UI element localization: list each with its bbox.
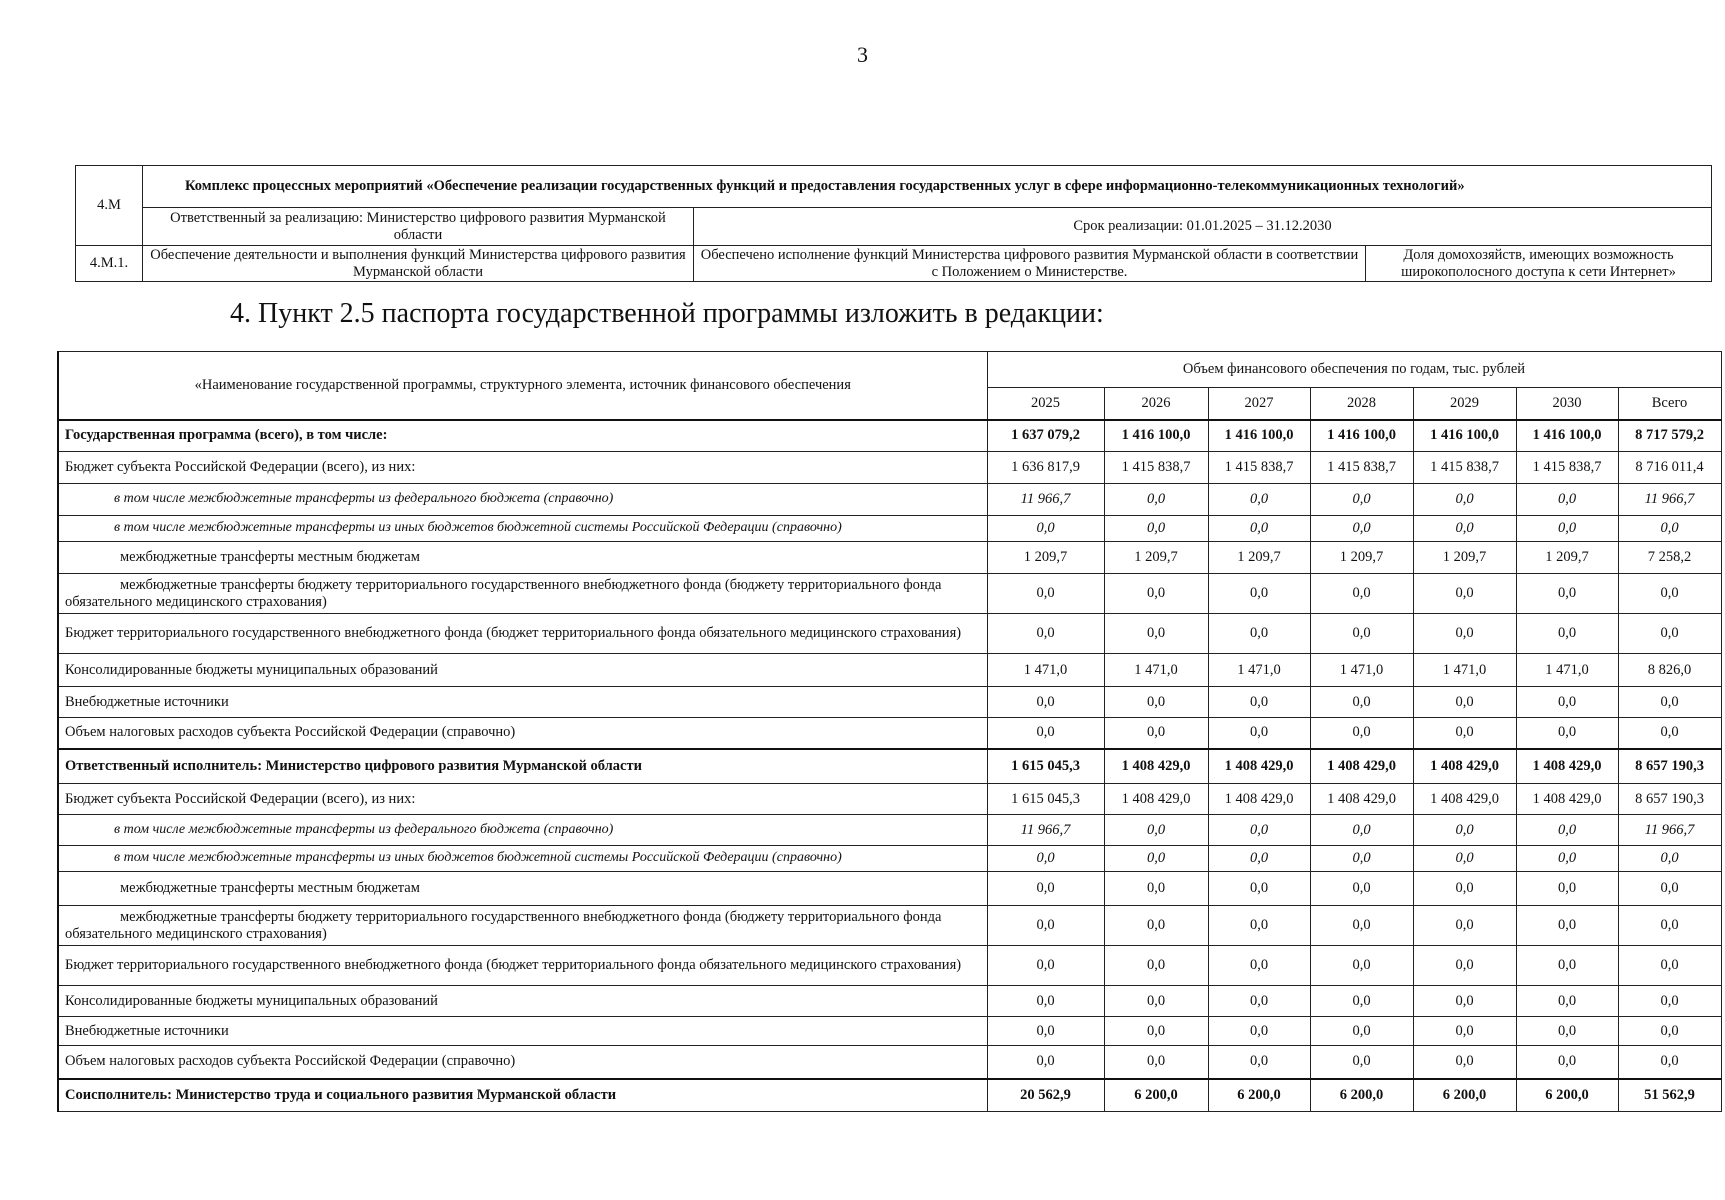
row-year-cell: 1 615 045,3 (987, 749, 1104, 784)
row-total-cell: 0,0 (1618, 516, 1721, 542)
finance-row (58, 654, 1721, 687)
finance-row (58, 1046, 1721, 1079)
row-label: Государственная программа (всего), в том числе: (58, 420, 987, 452)
row-year-cell: 1 408 429,0 (1516, 784, 1618, 815)
row-year-cell: 0,0 (1413, 946, 1516, 986)
row-year-cell: 0,0 (1104, 946, 1208, 986)
row-year-cell: 0,0 (1310, 946, 1413, 986)
complex-title: Комплекс процессных мероприятий «Обеспечение реализации государственных функций и предоставления государственных услуг в сфере информационно-телекоммуникационных технологий» (143, 166, 1712, 208)
item-id: 4.M.1. (76, 246, 143, 282)
row-year-cell: 0,0 (1516, 687, 1618, 718)
row-year-cell: 0,0 (1104, 687, 1208, 718)
row-year-cell: 1 408 429,0 (1413, 749, 1516, 784)
finance-row (58, 1079, 1721, 1112)
year-header: 2028 (1310, 388, 1413, 420)
row-year-cell: 1 408 429,0 (1208, 749, 1310, 784)
row-year-cell: 1 471,0 (987, 654, 1104, 687)
row-year-cell: 0,0 (1516, 872, 1618, 906)
row-year-cell: 1 416 100,0 (1208, 420, 1310, 452)
row-year-cell: 0,0 (1413, 906, 1516, 946)
row-total-cell: 0,0 (1618, 986, 1721, 1017)
row-year-cell: 0,0 (1413, 1046, 1516, 1079)
row-label: в том числе межбюджетные трансферты из федерального бюджета (справочно) (58, 484, 987, 516)
row-year-cell: 0,0 (1413, 614, 1516, 654)
row-year-cell: 6 200,0 (1413, 1079, 1516, 1112)
page-number: 3 (857, 42, 868, 67)
finance-row (58, 516, 1721, 542)
row-label: в том числе межбюджетные трансферты из федерального бюджета (справочно) (58, 815, 987, 846)
row-total-cell: 7 258,2 (1618, 542, 1721, 574)
row-year-cell: 0,0 (1104, 872, 1208, 906)
row-year-cell: 20 562,9 (987, 1079, 1104, 1112)
row-year-cell: 0,0 (1104, 516, 1208, 542)
row-year-cell: 0,0 (1208, 846, 1310, 872)
row-year-cell: 0,0 (1208, 484, 1310, 516)
row-year-cell: 1 408 429,0 (1516, 749, 1618, 784)
row-label: межбюджетные трансферты бюджету территориального государственного внебюджетного фонда (бюджету территориального фонда обязательного медицинского страхования) (58, 906, 987, 946)
row-year-cell: 0,0 (1310, 574, 1413, 614)
row-year-cell: 1 408 429,0 (1413, 784, 1516, 815)
finance-table (57, 351, 1722, 1112)
row-year-cell: 0,0 (1208, 687, 1310, 718)
row-label: Внебюджетные источники (58, 687, 987, 718)
row-total-cell: 0,0 (1618, 1046, 1721, 1079)
row-year-cell: 11 966,7 (987, 815, 1104, 846)
row-year-cell: 1 408 429,0 (1310, 749, 1413, 784)
row-year-cell: 0,0 (1208, 1046, 1310, 1079)
item-indicator: Доля домохозяйств, имеющих возможность широкополосного доступа к сети Интернет» (1366, 246, 1712, 282)
row-total-cell: 8 657 190,3 (1618, 784, 1721, 815)
finance-row (58, 614, 1721, 654)
row-year-cell: 6 200,0 (1310, 1079, 1413, 1112)
year-header: 2030 (1516, 388, 1618, 420)
row-total-cell: 0,0 (1618, 846, 1721, 872)
row-label: Бюджет территориального государственного внебюджетного фонда (бюджет территориального фонда обязательного медицинского страхования) (58, 614, 987, 654)
row-year-cell: 1 209,7 (987, 542, 1104, 574)
row-year-cell: 1 209,7 (1208, 542, 1310, 574)
row-year-cell: 0,0 (1413, 986, 1516, 1017)
finance-row (58, 784, 1721, 815)
row-year-cell: 0,0 (1208, 872, 1310, 906)
row-year-cell: 0,0 (1104, 815, 1208, 846)
row-year-cell: 0,0 (1516, 1046, 1618, 1079)
row-total-cell: 0,0 (1618, 906, 1721, 946)
row-total-cell: 0,0 (1618, 872, 1721, 906)
finance-row (58, 946, 1721, 986)
row-year-cell: 0,0 (1310, 906, 1413, 946)
row-year-cell: 1 415 838,7 (1516, 452, 1618, 484)
row-total-cell: 8 716 011,4 (1618, 452, 1721, 484)
row-total-cell: 0,0 (1618, 946, 1721, 986)
row-year-cell: 0,0 (1413, 718, 1516, 749)
row-year-cell: 0,0 (1516, 946, 1618, 986)
row-year-cell: 0,0 (1310, 986, 1413, 1017)
name-header: «Наименование государственной программы, структурного элемента, источник финансового обеспечения (58, 352, 987, 420)
year-header: 2025 (987, 388, 1104, 420)
row-year-cell: 0,0 (987, 687, 1104, 718)
row-year-cell: 1 209,7 (1310, 542, 1413, 574)
row-year-cell: 0,0 (1208, 1017, 1310, 1046)
row-total-cell: 8 826,0 (1618, 654, 1721, 687)
finance-row (58, 846, 1721, 872)
row-year-cell: 0,0 (1413, 687, 1516, 718)
complex-term: Срок реализации: 01.01.2025 – 31.12.2030 (694, 208, 1712, 246)
row-label: Соисполнитель: Министерство труда и социального развития Мурманской области (58, 1079, 987, 1112)
row-year-cell: 1 416 100,0 (1413, 420, 1516, 452)
row-year-cell: 0,0 (1208, 718, 1310, 749)
row-year-cell: 0,0 (987, 1017, 1104, 1046)
row-year-cell: 0,0 (1310, 718, 1413, 749)
row-year-cell: 0,0 (1310, 872, 1413, 906)
complex-responsible: Ответственный за реализацию: Министерство цифрового развития Мурманской области (143, 208, 694, 246)
row-total-cell: 0,0 (1618, 574, 1721, 614)
row-label: Бюджет субъекта Российской Федерации (всего), из них: (58, 452, 987, 484)
row-label: в том числе межбюджетные трансферты из иных бюджетов бюджетной системы Российской Федерации (справочно) (58, 846, 987, 872)
finance-row (58, 718, 1721, 749)
row-year-cell: 6 200,0 (1516, 1079, 1618, 1112)
row-label: Объем налоговых расходов субъекта Российской Федерации (справочно) (58, 1046, 987, 1079)
row-label: Бюджет субъекта Российской Федерации (всего), из них: (58, 784, 987, 815)
section-heading: 4. Пункт 2.5 паспорта государственной программы изложить в редакции: (230, 298, 1104, 329)
row-year-cell: 0,0 (987, 846, 1104, 872)
row-year-cell: 0,0 (1208, 614, 1310, 654)
row-year-cell: 0,0 (1104, 846, 1208, 872)
row-label: в том числе межбюджетные трансферты из иных бюджетов бюджетной системы Российской Федерации (справочно) (58, 516, 987, 542)
row-year-cell: 0,0 (1516, 718, 1618, 749)
row-year-cell: 0,0 (1104, 484, 1208, 516)
row-year-cell: 1 416 100,0 (1516, 420, 1618, 452)
total-header: Всего (1618, 388, 1721, 420)
row-year-cell: 0,0 (1413, 516, 1516, 542)
row-year-cell: 0,0 (1208, 986, 1310, 1017)
row-year-cell: 1 408 429,0 (1310, 784, 1413, 815)
row-year-cell: 0,0 (987, 614, 1104, 654)
row-year-cell: 0,0 (1516, 484, 1618, 516)
row-total-cell: 11 966,7 (1618, 484, 1721, 516)
row-year-cell: 0,0 (1516, 574, 1618, 614)
row-year-cell: 0,0 (1208, 815, 1310, 846)
row-year-cell: 1 209,7 (1413, 542, 1516, 574)
row-year-cell: 1 209,7 (1104, 542, 1208, 574)
row-year-cell: 1 415 838,7 (1413, 452, 1516, 484)
complex-row-id: 4.M (76, 166, 143, 246)
row-label: Внебюджетные источники (58, 1017, 987, 1046)
row-year-cell: 0,0 (1104, 986, 1208, 1017)
row-year-cell: 0,0 (1208, 516, 1310, 542)
row-year-cell: 0,0 (1310, 1017, 1413, 1046)
item-result: Обеспечено исполнение функций Министерства цифрового развития Мурманской области в соответствии с Положением о Министерстве. (694, 246, 1366, 282)
row-total-cell: 51 562,9 (1618, 1079, 1721, 1112)
row-year-cell: 1 637 079,2 (987, 420, 1104, 452)
row-year-cell: 0,0 (1208, 574, 1310, 614)
row-total-cell: 0,0 (1618, 1017, 1721, 1046)
row-year-cell: 0,0 (987, 718, 1104, 749)
row-year-cell: 0,0 (1516, 614, 1618, 654)
row-year-cell: 0,0 (1413, 574, 1516, 614)
row-year-cell: 0,0 (987, 1046, 1104, 1079)
row-year-cell: 0,0 (1413, 846, 1516, 872)
row-year-cell: 0,0 (1413, 815, 1516, 846)
year-header: 2029 (1413, 388, 1516, 420)
row-year-cell: 11 966,7 (987, 484, 1104, 516)
row-year-cell: 1 471,0 (1310, 654, 1413, 687)
row-year-cell: 1 415 838,7 (1104, 452, 1208, 484)
row-year-cell: 0,0 (1310, 687, 1413, 718)
row-year-cell: 1 408 429,0 (1208, 784, 1310, 815)
finance-row (58, 542, 1721, 574)
row-year-cell: 1 408 429,0 (1104, 784, 1208, 815)
row-year-cell: 1 636 817,9 (987, 452, 1104, 484)
row-year-cell: 0,0 (1310, 484, 1413, 516)
row-label: межбюджетные трансферты местным бюджетам (58, 872, 987, 906)
row-year-cell: 0,0 (987, 872, 1104, 906)
row-year-cell: 0,0 (987, 574, 1104, 614)
row-year-cell: 1 416 100,0 (1104, 420, 1208, 452)
row-year-cell: 0,0 (1208, 946, 1310, 986)
row-year-cell: 1 471,0 (1516, 654, 1618, 687)
row-year-cell: 0,0 (1104, 718, 1208, 749)
row-label: Бюджет территориального государственного внебюджетного фонда (бюджет территориального фонда обязательного медицинского страхования) (58, 946, 987, 986)
row-year-cell: 0,0 (1310, 614, 1413, 654)
finance-row (58, 687, 1721, 718)
row-year-cell: 0,0 (1208, 906, 1310, 946)
finance-row (58, 872, 1721, 906)
process-complex-table (75, 165, 1712, 282)
row-year-cell: 1 416 100,0 (1310, 420, 1413, 452)
row-year-cell: 0,0 (1310, 815, 1413, 846)
finance-row (58, 906, 1721, 946)
volume-header: Объем финансового обеспечения по годам, тыс. рублей (987, 352, 1721, 388)
row-year-cell: 0,0 (1104, 574, 1208, 614)
row-year-cell: 0,0 (1104, 1017, 1208, 1046)
row-year-cell: 0,0 (1310, 516, 1413, 542)
row-year-cell: 0,0 (1413, 872, 1516, 906)
row-year-cell: 1 471,0 (1208, 654, 1310, 687)
row-year-cell: 0,0 (987, 946, 1104, 986)
row-total-cell: 0,0 (1618, 718, 1721, 749)
row-year-cell: 1 471,0 (1413, 654, 1516, 687)
row-label: Консолидированные бюджеты муниципальных образований (58, 986, 987, 1017)
item-task: Обеспечение деятельности и выполнения функций Министерства цифрового развития Мурманской области (143, 246, 694, 282)
finance-row (58, 815, 1721, 846)
row-year-cell: 0,0 (987, 516, 1104, 542)
row-year-cell: 1 615 045,3 (987, 784, 1104, 815)
finance-row (58, 484, 1721, 516)
row-year-cell: 0,0 (1104, 906, 1208, 946)
row-year-cell: 6 200,0 (1208, 1079, 1310, 1112)
row-year-cell: 0,0 (1516, 815, 1618, 846)
row-label: Ответственный исполнитель: Министерство цифрового развития Мурманской области (58, 749, 987, 784)
row-year-cell: 0,0 (1310, 846, 1413, 872)
row-year-cell: 0,0 (1516, 516, 1618, 542)
row-year-cell: 0,0 (1516, 906, 1618, 946)
finance-row (58, 749, 1721, 784)
row-year-cell: 0,0 (1104, 1046, 1208, 1079)
row-label: Объем налоговых расходов субъекта Российской Федерации (справочно) (58, 718, 987, 749)
row-year-cell: 0,0 (1413, 484, 1516, 516)
finance-row (58, 420, 1721, 452)
row-label: межбюджетные трансферты бюджету территориального государственного внебюджетного фонда (бюджету территориального фонда обязательного медицинского страхования) (58, 574, 987, 614)
row-label: Консолидированные бюджеты муниципальных образований (58, 654, 987, 687)
finance-row (58, 452, 1721, 484)
row-year-cell: 0,0 (1516, 986, 1618, 1017)
row-total-cell: 8 657 190,3 (1618, 749, 1721, 784)
row-year-cell: 0,0 (987, 906, 1104, 946)
row-year-cell: 0,0 (1516, 846, 1618, 872)
row-total-cell: 8 717 579,2 (1618, 420, 1721, 452)
row-year-cell: 0,0 (1310, 1046, 1413, 1079)
row-total-cell: 0,0 (1618, 687, 1721, 718)
row-year-cell: 0,0 (1516, 1017, 1618, 1046)
row-year-cell: 0,0 (1104, 614, 1208, 654)
row-year-cell: 1 471,0 (1104, 654, 1208, 687)
row-year-cell: 0,0 (1413, 1017, 1516, 1046)
year-header: 2027 (1208, 388, 1310, 420)
year-header: 2026 (1104, 388, 1208, 420)
row-year-cell: 6 200,0 (1104, 1079, 1208, 1112)
row-total-cell: 0,0 (1618, 614, 1721, 654)
row-label: межбюджетные трансферты местным бюджетам (58, 542, 987, 574)
finance-row (58, 986, 1721, 1017)
finance-row (58, 574, 1721, 614)
row-year-cell: 0,0 (987, 986, 1104, 1017)
finance-row (58, 1017, 1721, 1046)
row-year-cell: 1 408 429,0 (1104, 749, 1208, 784)
row-year-cell: 1 209,7 (1516, 542, 1618, 574)
row-year-cell: 1 415 838,7 (1208, 452, 1310, 484)
row-year-cell: 1 415 838,7 (1310, 452, 1413, 484)
row-total-cell: 11 966,7 (1618, 815, 1721, 846)
